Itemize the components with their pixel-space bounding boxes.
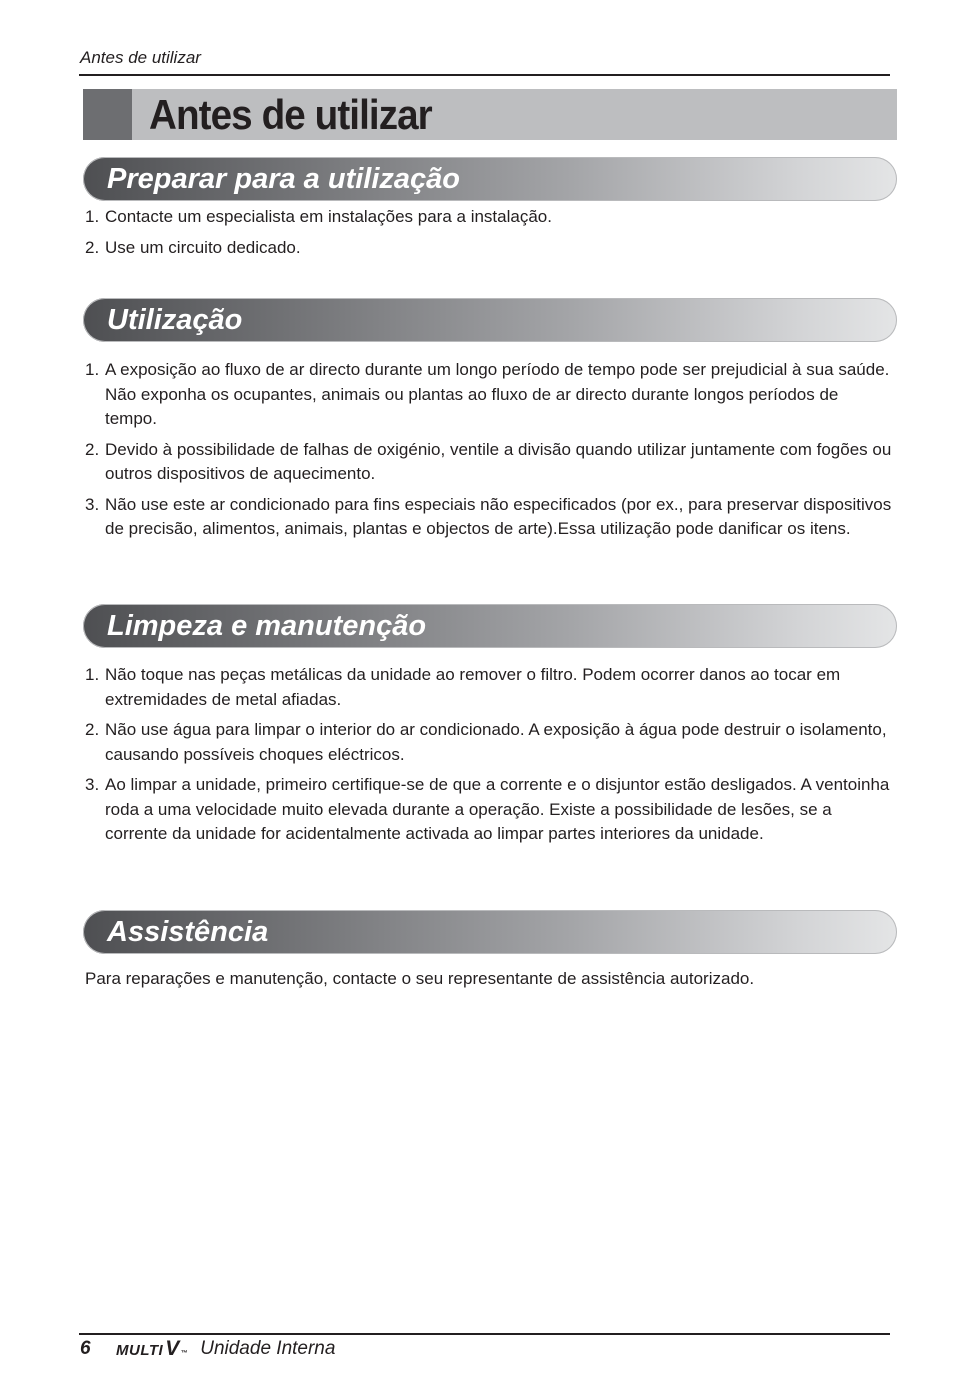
item-text: Não toque nas peças metálicas da unidade ao remover o filtro. Podem ocorrer danos ao tocar em extremidades de metal afiadas.: [105, 665, 841, 709]
running-header: Antes de utilizar: [80, 48, 201, 67]
list-item: [85, 438, 893, 487]
list-item: [85, 663, 893, 712]
item-text: Não use água para limpar o interior do ar condicionado. A exposição à água pode destruir o isolamento, causando possíveis choques eléctricos.: [105, 720, 887, 764]
item-number: 1.: [85, 360, 100, 379]
list-item: [85, 773, 893, 847]
list-item: [85, 205, 893, 230]
list-item: [85, 236, 893, 261]
item-text: Não use este ar condicionado para fins especiais não especificados (por ex., para preservar dispositivos de precisão, alimentos, animais, plantas e objectos de arte).Essa utilização pode danificar os itens.: [105, 494, 892, 538]
logo-v: V: [165, 1337, 180, 1360]
page-number: 6: [80, 1338, 91, 1359]
item-number: 3.: [85, 494, 100, 514]
section-header-utilizacao: [83, 298, 897, 342]
limpeza-list: [85, 663, 893, 853]
section-title: Utilização: [107, 304, 243, 336]
utilizacao-list: [85, 358, 893, 548]
item-text: Use um circuito dedicado.: [105, 237, 301, 257]
item-text: Contacte um especialista em instalações para a instalação.: [105, 207, 552, 226]
section-header-limpeza: [83, 604, 897, 648]
header-rule: [79, 74, 890, 76]
page-footer: [80, 1336, 335, 1362]
assistencia-paragraph: Para reparações e manutenção, contacte o seu representante de assistência autorizado.: [85, 969, 755, 988]
item-text: A exposição ao fluxo de ar directo durante um longo período de tempo pode ser prejudicial à sua saúde. Não exponha os ocupantes, animais ou plantas ao fluxo de ar directo durante longos períodos de tempo.: [105, 360, 890, 428]
item-number: 2.: [85, 720, 100, 739]
footer-label: Unidade Interna: [200, 1338, 336, 1359]
item-number: 1.: [85, 665, 100, 684]
logo-trademark: ™: [180, 1350, 189, 1357]
section-title: Limpeza e manutenção: [107, 610, 427, 642]
preparar-list: [85, 205, 893, 266]
item-number: 3.: [85, 775, 100, 794]
item-number: 2.: [85, 237, 100, 257]
page-title-bar: [83, 89, 897, 140]
item-text: Devido à possibilidade de falhas de oxigénio, ventile a divisão quando utilizar juntamente com fogões ou outros dispositivos de aquecimento.: [105, 439, 892, 483]
section-header-preparar: [83, 157, 897, 201]
logo-text: MULTI: [116, 1342, 164, 1359]
list-item: [85, 493, 893, 542]
item-number: 1.: [85, 207, 100, 226]
multi-v-logo: [116, 1337, 188, 1361]
section-title: Assistência: [107, 916, 269, 948]
item-number: 2.: [85, 439, 100, 459]
footer-rule: [79, 1333, 890, 1335]
title-accent-block: [83, 89, 132, 140]
list-item: [85, 358, 893, 432]
page-title: Antes de utilizar: [149, 91, 432, 138]
section-header-assistencia: [83, 910, 897, 954]
item-text: Ao limpar a unidade, primeiro certifique-se de que a corrente e o disjuntor estão desligados. A ventoinha roda a uma velocidade muito elevada durante a operação. Existe a possibilidade de lesões, se a corrente da unidade for acidentalmente activada ao limpar partes interiores da unidade.: [105, 775, 890, 843]
list-item: [85, 718, 893, 767]
section-title: Preparar para a utilização: [107, 163, 460, 195]
